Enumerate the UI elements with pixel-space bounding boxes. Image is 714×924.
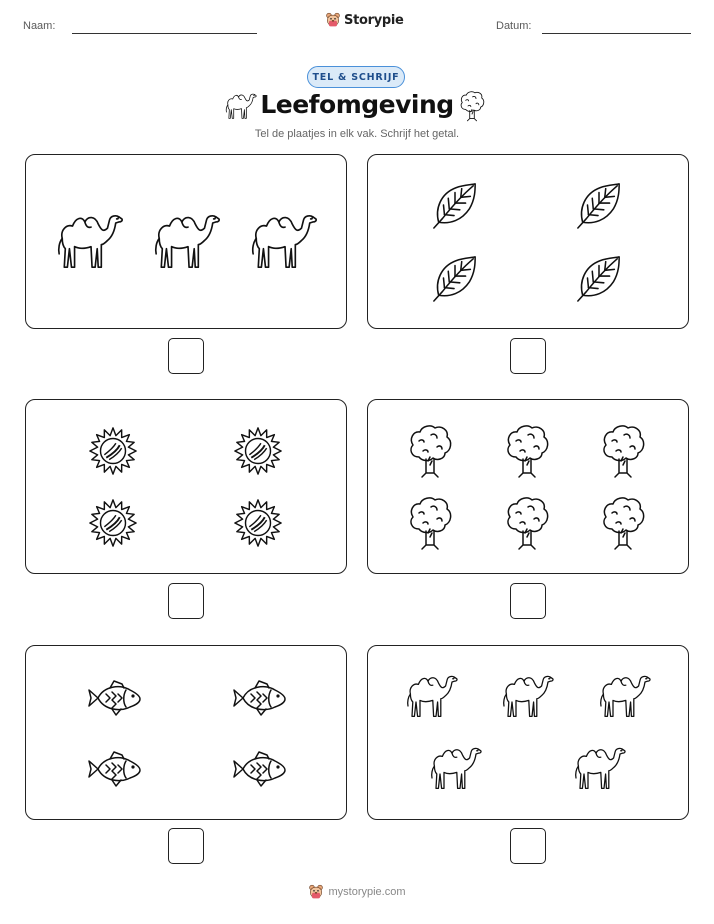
answer-box-1[interactable]	[168, 338, 204, 374]
camel-icon	[597, 669, 653, 723]
answer-box-2[interactable]	[510, 338, 546, 374]
sun-icon	[88, 498, 138, 548]
activity-badge: TEL & SCHRIJF	[307, 66, 405, 88]
fish-icon	[86, 749, 142, 789]
count-box-5	[25, 645, 347, 820]
instruction-text: Tel de plaatjes in elk vak. Schrijf het getal.	[254, 128, 460, 140]
answer-box-3[interactable]	[168, 583, 204, 619]
camel-icon	[404, 669, 460, 723]
bear-mascot-icon	[325, 12, 341, 28]
tree-icon	[407, 495, 453, 551]
count-box-3	[25, 399, 347, 574]
camel-icon	[224, 90, 258, 122]
tree-icon	[458, 90, 486, 122]
camel-icon	[248, 207, 320, 275]
leaf-icon	[431, 252, 479, 304]
bear-mascot-icon	[308, 884, 324, 900]
count-box-1	[25, 154, 347, 329]
tree-icon	[600, 423, 646, 479]
worksheet-header	[0, 0, 714, 50]
tree-icon	[407, 423, 453, 479]
tree-icon	[504, 423, 550, 479]
sun-icon	[233, 426, 283, 476]
name-label: Naam:	[23, 20, 56, 32]
brand-logo	[325, 12, 404, 28]
tree-icon	[504, 495, 550, 551]
leaf-icon	[575, 179, 623, 231]
answer-box-5[interactable]	[168, 828, 204, 864]
answer-box-6[interactable]	[510, 828, 546, 864]
footer-site: mystorypie.com	[328, 886, 406, 898]
leaf-icon	[575, 252, 623, 304]
brand-name: Storypie	[344, 12, 404, 28]
page-title: Leefomgeving	[260, 90, 454, 119]
answer-box-4[interactable]	[510, 583, 546, 619]
count-box-6	[367, 645, 689, 820]
tree-icon	[600, 495, 646, 551]
count-box-4	[367, 399, 689, 574]
leaf-icon	[431, 179, 479, 231]
camel-icon	[500, 669, 556, 723]
camel-icon	[428, 741, 484, 795]
fish-icon	[86, 678, 142, 718]
date-label: Datum:	[496, 20, 532, 32]
fish-icon	[231, 749, 287, 789]
date-field-line[interactable]	[542, 33, 691, 34]
fish-icon	[231, 678, 287, 718]
page-footer	[0, 884, 714, 900]
sun-icon	[233, 498, 283, 548]
count-box-2	[367, 154, 689, 329]
camel-icon	[54, 207, 126, 275]
sun-icon	[88, 426, 138, 476]
name-field-line[interactable]	[72, 33, 257, 34]
camel-icon	[151, 207, 223, 275]
camel-icon	[572, 741, 628, 795]
